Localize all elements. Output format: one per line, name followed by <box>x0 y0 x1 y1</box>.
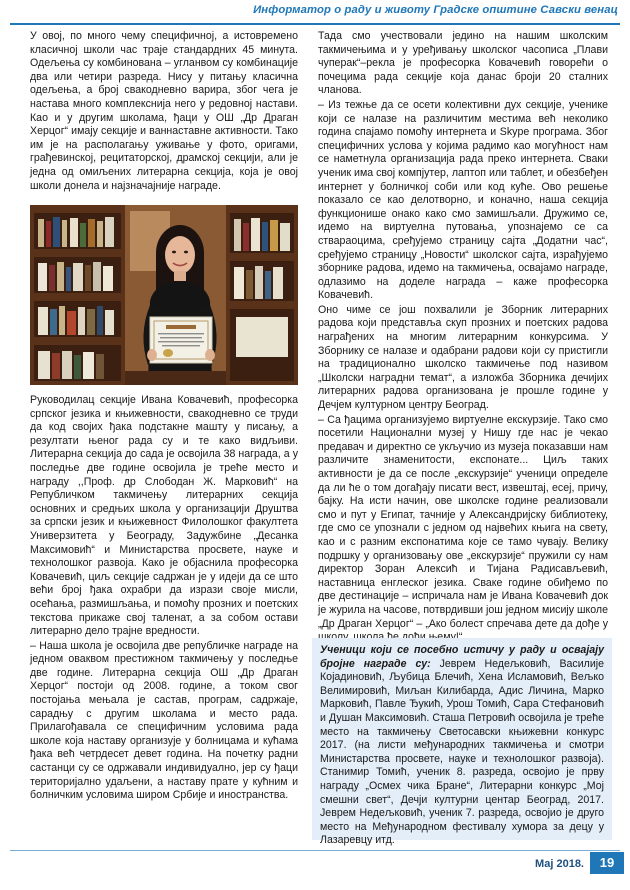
right-column-text <box>318 30 608 645</box>
left-column-bottom-text <box>30 394 298 803</box>
paragraph: Тада смо учествовали једино на нашим школским такмичењима и у уређивању школског часописа „Плави чуперак“–рекла је професорка Ковачевић говорећи о почецима рада секције која данас броји 20 сталних чланова. <box>318 30 608 97</box>
header-divider <box>10 23 620 25</box>
award-winners-body: Јеврем Недељковић, Василије Којадиновић, Љубица Блечић, Хена Исламовић, Вељко Велимировић, Миљан Килибарда, Адис Личина, Марко Марковић, Павле Ђукић, Урош Томић, Сара Стефановић и Душан Максимовић. Сташа Петровић освојила је треће место на такмичењу Светосавски књижевни конкурс 2017. (на листи међународних такмичења и смотри Министарства просвете, науке и технолошког развоја). Станимир Томић, ученик 8. разреда, освојио је прву награду „Осмех чика Бране“, Литерарни конкурс „Мој смешни свет“, Дечји културни центар Београд, 2017. Јеврем Недељковић, ученик 7. разреда, освојио је друго место на Међународном фестивалу хумора за децу у Лазаревцу итд. <box>320 657 604 847</box>
award-winners-box <box>312 638 612 847</box>
award-winners-lead: Ученици који се посебно истичу у раду и освајају бројне награде су: <box>320 644 604 670</box>
footer-divider <box>10 850 620 851</box>
teacher-photo-illustration <box>30 205 298 385</box>
left-column-top-text <box>30 30 298 193</box>
page-number: 19 <box>590 852 624 874</box>
issue-date: Мај 2018. <box>534 858 584 870</box>
paragraph: Руководилац секције Ивана Ковачевић, професорка српског језика и књижевности, свакодневно се труди да код својих ђака подстакне машту у писању, а резултати њеног рада су и те како видљиви. Литерарна секција до сада је освојила 38 награда, а у последње две године освојила је треће место и награду ,,Проф. др Слободан Ж. Марковић“ на Републичком такмичењу литерарних секција основних и средњих школа у организацији Друштва за српски језик и књижевност Филолошког факултета Универзитета у Београду, Задужбине „Десанка Максимовић“ и Министарства просвете, науке и технолошког развоја. Како је објаснила професорка Ковачевић, циљ секције садржан је у идеји да се што већи број ђака охрабри да изрази своје мисли, осећања, размишљања, и помоћу прозних и поетских текстова прикаже свој таленат, а за собом остави литерарно дело трајне вредности. <box>30 394 298 638</box>
paragraph: – Са ђацима организујемо виртуелне екскурзије. Тако смо посетили Национални музеј у Нишу где нас је чекао предавач и директно се укључио из музеја показавши нам различите знаменитости, експонате... Циљ таких активности је да се после „екскурзије“ ученици определе да ли ће о том догађају писати вест, извештај, есеј, причу, бајку. На исти начин, ове школске године реализовали смо и пут у Египат, тачније у Александријску библиотеку, где смо се упознали с једном од највећих књига на свету, као и с разним експонатима које се тамо чувају. Велику подршку у организовању ове „екскурзије“ пружили су нам директор Зоран Алексић и Тијана Радисављевић, наставница енглеског језика. Сваке године обиђемо по две дестинације – испричала нам је Ивана Ковачевић док је журила на часове, потврдивши још једном мисију школе „Др Драган Херцог“ – „Ако болест спречава дете да дође у <box>318 413 608 630</box>
paragraph: – Из тежње да се осети колективни дух секције, ученике који се налазе на различитим местима већ неколико година спајамо помоћу интернета и Skype програма. Због специфичних услова у којима радимо као могућност нам се наметнула организација рада преко интернета. Сваки ученик има свој компјутер, лаптоп или таблет, и обезбеђен интернет у болничкој соби или код куће. Ово решење показало се као делотворно, и коначно, наша секција функционише онако како смо замишљали. Дружимо се, идемо на виртуелна путовања, упознајемо се са ствараоцима, сређујемо страницу сајта „Додатни час“, сређујемо страницу „Новости“ школског сајта, израђујемо зборнике радова, идемо на такмичења, освајамо награде, одлазимо на доделе награда – каже професорка Ковачевић. <box>318 98 608 302</box>
paragraph: Оно чиме се још похвалили је Зборник литерарних радова који представља скуп прозних и поетских радова награђених на многим литерарним конкурсима. У Зборнику се налазе и одабрани радови који су пристигли на традиционално школско такмичење под називом „Школски наградни темат“, а изложба Зборника дечијих литерарних радова организована је прошле године у Дечјем културном центру Београд. <box>318 303 608 412</box>
teacher-photo <box>30 205 298 385</box>
paragraph: – Наша школа је освојила две републичке награде на једном оваквом престижном такмичењу у последње две године. Литерарна секција ОШ „Др Драган Херцог“ постоји од 2008. године, а током свог постојања мењала је састав, програм, садржаје, сарадњу с другим школама и место рада. Прилагођавала се специфичним условима рада школе која наставу организује у болницама и кућама ђака већ четрдесет девет година. На почетку радни састанци су се одржавали индивидуално, јер су ђаци територијално удаљени, а наставу прате у кућним и болничким условима широм Србије и иностранства. <box>30 639 298 802</box>
paragraph: У овој, по много чему специфичној, а истовремено класичној школи час траје стандардних 45 минута. Одељења су комбинована – угланвом су комбинације два или четири разреда. Нису у питању класична одељења, а број свакодневно варира, због чега је настава много комплекснија него у редовној настави. Као и у другим школама, ђаци у ОШ „Др Драган Херцог“ имају секције и ваннаставне активности. Тако им је на располагању уживање у фото, оригами, грађевинској, рецитаторској, драмској секцији, али је једна од омиљених литерарна секција, која је овој школи донела и најзначајније награде. <box>30 30 298 192</box>
publication-header-title: Информатор о раду и животу Градске општине Савски венац <box>253 4 618 16</box>
